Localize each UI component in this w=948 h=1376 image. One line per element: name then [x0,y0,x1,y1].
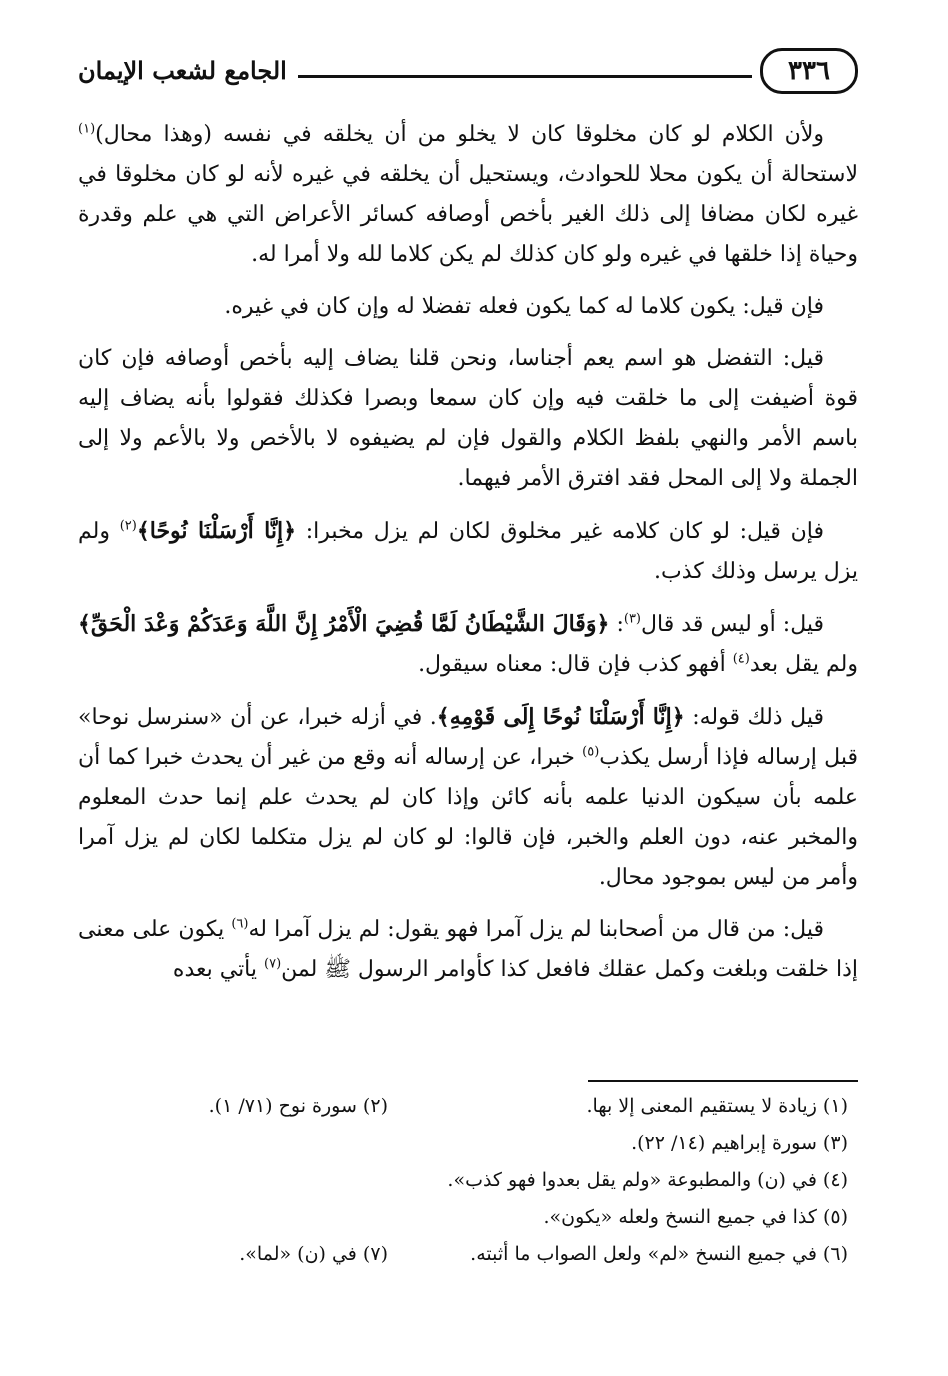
text: فإن قيل: لو كان كلامه غير مخلوق لكان لم يزل مخبرا: [296,519,824,544]
footnote-ref: (٢) [119,518,137,534]
paragraph-5 [78,604,858,685]
footnote-5: (٥) كذا في جميع النسخ ولعله «يكون». [543,1206,848,1228]
page-header [78,48,858,96]
footnote-row [78,1132,858,1169]
main-text [78,115,858,1002]
footnote-ref: (٧) [264,956,282,972]
text: . في أزله خبرا، عن أن «سنرسل نوحا» قبل إرساله فإذا أرسل يكذب [78,705,858,770]
text: أفهو كذب فإن قال: معناه سيقول. [418,652,733,677]
paragraph-7 [78,910,858,990]
text: فإن قيل: يكون كلاما له كما يكون فعله تفضلا له وإن كان في غيره. [224,294,824,319]
footnote-ref: (١) [78,121,96,137]
footnote-ref: (٣) [623,611,641,627]
footnote-row [78,1095,858,1132]
footnote-ref: (٦) [231,916,249,932]
paragraph-6 [78,697,858,898]
quran-quote: ﴿إِنَّا أَرْسَلْنَا نُوحًا إِلَى قَوْمِهِ﴾ [436,704,685,730]
footnote-separator [588,1080,858,1082]
footnote-2: (٢) سورة نوح (٧١/ ١). [208,1095,388,1117]
quran-quote: ﴿إِنَّا أَرْسَلْنَا نُوحًا﴾ [136,518,296,544]
footnote-7: (٧) في (ن) «لما». [239,1243,388,1265]
text: لاستحالة أن يكون محلا للحوادث، ويستحيل أن يخلقه في غيره لأنه لو كان مخلوقا في غيره لكان مضافا إلى ذلك الغير بأخص أوصافه كسائر الأعراض التي هي علم وقدرة وحياة إذا خلقها في غيره ولو كان كذلك لم يكن كلاما لله ولا أمرا له. [78,162,858,267]
footnote-row [78,1206,858,1243]
paragraph-4 [78,511,858,592]
text: قيل: التفضل هو اسم يعم أجناسا، ونحن قلنا يضاف إليه بأخص أوصافه فإن كان قوة أضيفت إلى ما خلقت فيه وإن كان سمعا وبصرا فكذلك فقولوا بأنه يضاف إليه باسم الأمر والنهي بلفظ الكلام والقول فإن لم يضيفوه لا بالأخص ولا بالأعم ولا إلى الجملة ولا إلى المحل فقد افترق الأمر فيهما. [78,346,858,491]
text: خبرا، عن إرساله أنه وقع من غير أن يحدث خبرا كما أن علمه بأن سيكون الدنيا علمه بأنه كائن وإذا كان لم يحدث علم إنما حدث المعلوم والمخبر عنه، دون العلم والخبر، فإن قالوا: لو كان لم يزل متكلما لكان لم يزل آمرا وأمر من ليس بموجود محال. [78,745,858,890]
quran-quote: ﴿وَقَالَ الشَّيْطَانُ لَمَّا قُضِيَ الْأَمْرُ إِنَّ اللَّهَ وَعَدَكُمْ وَعْدَ الْحَقِّ﴾ [78,611,610,637]
footnote-ref: (٤) [732,651,750,667]
running-title: الجامع لشعب الإيمان [78,56,287,85]
footnote-ref: (٥) [582,744,600,760]
text: : [609,612,624,637]
paragraph-2 [78,287,858,327]
footnote-row [78,1243,858,1280]
text: ولم يزل يرسل وذلك كذب. [78,519,858,584]
footnote-6: (٦) في جميع النسخ «لم» ولعل الصواب ما أثبته. [470,1243,848,1265]
footnote-row [78,1169,858,1206]
paragraph-1 [78,115,858,275]
text: قيل ذلك قوله: [684,705,824,730]
page-number: ٣٣٦ [760,48,858,94]
text: ولم يقل بعد [749,652,858,677]
text: يأتي بعده [172,957,265,982]
paragraph-3 [78,339,858,499]
text: يكون على معنى إذا خلقت وبلغت وكمل عقلك فافعل كذا كأوامر الرسول ﷺ لمن [78,917,858,982]
footnote-3: (٣) سورة إبراهيم (١٤/ ٢٢). [631,1132,848,1154]
text: قيل: من قال من أصحابنا لم يزل آمرا فهو يقول: لم يزل آمرا له [248,917,824,942]
header-rule [298,75,752,78]
footnote-4: (٤) في (ن) والمطبوعة «ولم يقل بعدوا فهو كذب». [447,1169,848,1191]
text: قيل: أو ليس قد قال [641,612,825,637]
footnotes [78,1095,858,1280]
text: ولأن الكلام لو كان مخلوقا كان لا يخلو من أن يخلقه في نفسه (وهذا محال) [95,122,824,147]
footnote-1: (١) زيادة لا يستقيم المعنى إلا بها. [586,1095,848,1117]
